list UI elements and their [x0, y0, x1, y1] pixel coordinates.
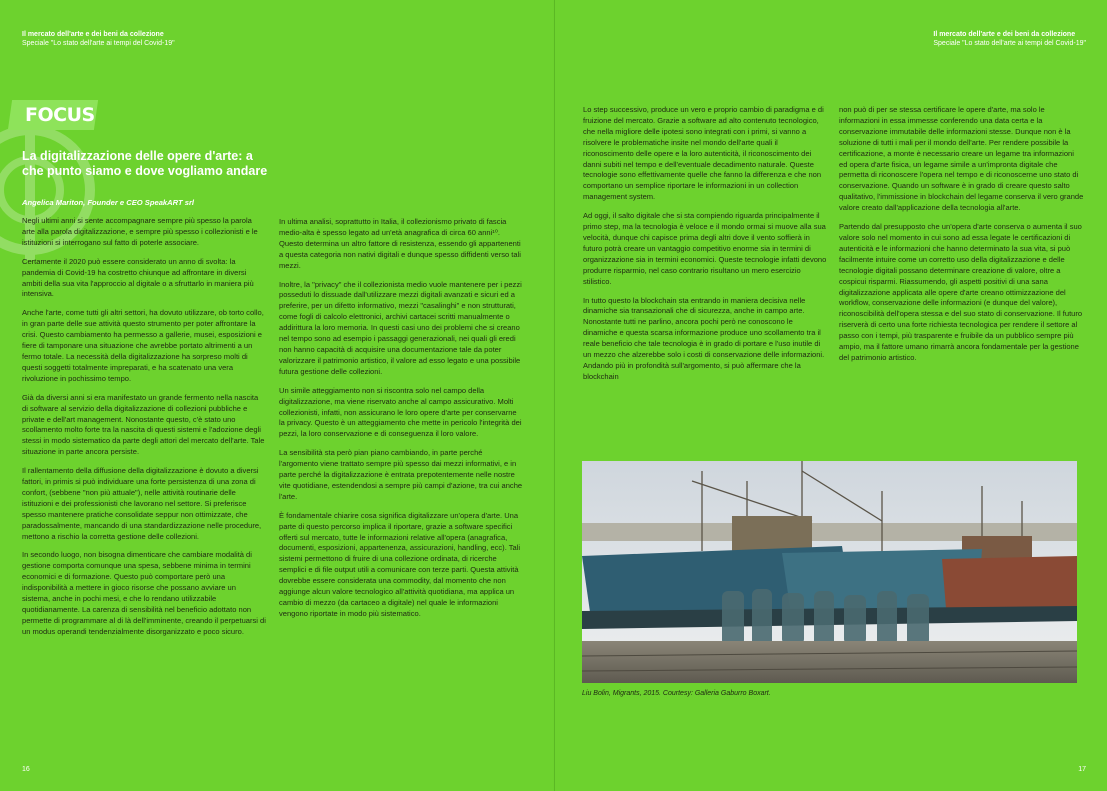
- column-2: [279, 217, 523, 628]
- column-3: [583, 105, 827, 391]
- paragraph: Un simile atteggiamento non si riscontra solo nel campo della digitalizzazione, ma viene riservato anche al campo assicurativo. Molti collezionisti, infatti, non assicurano le loro opere d'arte per conservarne la privacy. Questo è un atteggiamento che mette in pericolo l'integrità dei pezzi, la loro conservazione e di conseguenza il loro valore.: [279, 385, 522, 439]
- paragraph: È fondamentale chiarire cosa significa digitalizzare un'opera d'arte. Una parte di questo percorso implica il riportare, grazie a software specifici offerti sul mercato, tutte le informazioni relative all'opera (anagrafica, documenti, esposizioni, appartenenza, assicurazioni, handling, ecc). Tali sistemi permettono di fruire di una collezione ordinata, di ricerche semplici e di file output utili a comunicare con terze parti. Questa attività dovrebbe essere considerata una commodity, dal momento che non aggiunge alcun valore tecnologico all'attività quotidiana, ma applica un cambio di mezzo (da cartaceo a digitale) nel quale le informazioni vengono riportate in modo più sistematico.: [279, 510, 521, 618]
- running-header-left: [22, 30, 175, 48]
- section-label: FOCUS: [25, 104, 95, 126]
- paragraph: Lo step successivo, produce un vero e proprio cambio di paradigma e di fruizione del mercato. Grazie a software ad alto contenuto tecnologico, che nella migliore delle ipotesi sono integrati con i primi, si vanno a risolvere le problematiche insite nel mondo dell'arte quali il riconoscimento delle opere e la loro autenticità, il riconoscimento dei danni subiti nel tempo e dell'eventuale decadimento naturale. Queste tecnologie sono effettivamente quelle che fanno la differenza e che non comportano un semplice riportare le informazioni in un collection management system.: [583, 105, 824, 202]
- paragraph: non può di per se stessa certificare le opere d'arte, ma solo le informazioni in essa immesse conferendo una data certa e la conservazione immutabile delle informazioni stesse. Dunque non è la soluzione di tutti i mali per il mondo dell'arte. Per rendere possibile la certificazione, a monte è necessario creare un legame tra informazioni ed opera d'arte fisica, un legame simile a un'impronta digitale che permetta di riconoscere l'opera nel tempo e di riconoscerne uno stato di conservazione. Quando un software è in grado di creare questo salto qualitativo, l'immissione in blockchain del legame conserva il vero grande valore creato dall'applicazione della tecnologia all'arte.: [839, 105, 1084, 213]
- page-number-right: 17: [1078, 766, 1086, 773]
- running-header-title: Il mercato dell'arte e dei beni da collezione: [933, 31, 1076, 38]
- running-header-title: Il mercato dell'arte e dei beni da collezione: [22, 31, 164, 38]
- paragraph: In secondo luogo, non bisogna dimenticare che cambiare modalità di gestione comporta comunque una spesa, sebbene minima in termini economici e di formazione. Questo può comportare però una indisponibilità a mettere in gioco risorse che possano avviare un sistema, anche in pochi mesi, e che lo rendano utilizzabile quotidianamente. La carenza di sensibilità nel beneficio adottato non permette di programmare al di là dell'imminente, creando il perpetuarsi di un modus operandi tendenzialmente disorganizzato e poco sicuro.: [22, 550, 266, 636]
- photo-caption: Liu Bolin, Migrants, 2015. Courtesy: Galleria Gaburro Boxart.: [582, 690, 771, 697]
- artwork-photo: [582, 461, 1077, 683]
- paragraph: Certamente il 2020 può essere considerato un anno di svolta: la pandemia di Covid-19 ha costretto chiunque ad affrontare in diversi ambiti della sua vita l'approccio al digitale o a sfruttarlo in maniera più intensiva.: [22, 256, 254, 299]
- paragraph: Partendo dal presupposto che un'opera d'arte conserva o aumenta il suo valore solo nel momento in cui sono ad essa legate le certificazioni di autenticità e le informazioni che hanno determinato la sua vita, si può facilmente intuire come un corretto uso della digitalizzazione e delle tecnologie digitali possano determinare creazione di valore, oltre a cospicui risparmi. Riassumendo, gli aspetti positivi di una sana digitalizzazione applicata alle opere d'arte creano ottimizzazione del workflow, conservazione delle informazioni (e dunque del valore), riconoscibilità dell'opera stessa e del suo stato di conservazione. Il futuro riserverà di certo una forte richiesta tecnologica per rendere il settore al passo con i tempi, più trasparente e fruibile da un pubblico sempre più ampio, ma il fattore umano rimarrà ancora fondamentale per la gestione del patrimonio artistico.: [839, 222, 1083, 362]
- column-4: [839, 105, 1084, 372]
- paragraph: Ad oggi, il salto digitale che si sta compiendo riguarda principalmente il primo step, ma la tecnologia è veloce e il mondo ormai si muove alla sua velocità, dunque chi capisce prima degli altri dove il vento soffierà in futuro potrà creare un vantaggio competitivo enorme sia in termini di organizzazione sia in termini economici. Queste tecnologie infatti devono produrre risparmio, nel caso contrario risultano un mero esercizio stilistico.: [583, 211, 827, 286]
- paragraph: Negli ultimi anni si sente accompagnare sempre più spesso la parola arte alla parola digitalizzazione, e sempre più spesso i collezionisti e le istituzioni si interrogano sul fatto di poterle associare.: [22, 216, 258, 247]
- article-title: La digitalizzazione delle opere d'arte: a che punto siamo e dove vogliamo andare: [22, 149, 268, 178]
- paragraph: In tutto questo la blockchain sta entrando in maniera decisiva nelle dinamiche sia transazionali che di sicurezza, anche in campo arte. Nonostante tutti ne parlino, ancora pochi però ne conoscono le dinamiche e questa scarsa informazione produce uno scollamento tra il reale beneficio che tale tecnologia è in grado di portare e l'uso inutile di un mezzo che alzerebbe solo i costi di conservazione delle informazioni. Andando più in profondità sull'argomento, si può affermare che la blockchain: [583, 295, 825, 381]
- article-author: Angelica Mariton, Founder e CEO SpeakART srl: [22, 198, 195, 207]
- running-header-subtitle: Speciale "Lo stato dell'arte ai tempi del Covid-19": [933, 40, 1086, 47]
- paragraph: Il rallentamento della diffusione della digitalizzazione è dovuto a diversi fattori, in primis si può individuare una forte persistenza di una zona di confort, (sebbene "non più attuale"), nelle attività routinarie delle istituzioni e dei professionisti che lavorano nel settore. Si preferisce spesso mantenere pratiche consolidate seppur non ottimizzate, che paradossalmente, mancando di una standardizzazione nelle procedure, mettono a rischio la corretta gestione delle collezioni.: [22, 466, 262, 541]
- paragraph: In ultima analisi, soprattutto in Italia, il collezionismo privato di fascia medio-alta è spesso legato ad un'età anagrafica di circa 60 anni¹⁰. Questo determina un altro fattore di resistenza, essendo gli appartenenti a questa categoria non nativi digitali e dunque spesso diffidenti verso tali mezzi.: [279, 217, 521, 270]
- running-header-subtitle: Speciale "Lo stato dell'arte ai tempi del Covid-19": [22, 40, 175, 47]
- paragraph: Già da diversi anni si era manifestato un grande fermento nella nascita di software al servizio della digitalizzazione di collezioni pubbliche e private e dell'art management. Nonostante questo, c'è stato uno scollamento molto forte tra la nascita di questi sistemi e l'adozione degli stessi in modo sistematico da parte degli attori del mercato dell'arte. Tale situazione in parte ancora persiste.: [22, 392, 265, 457]
- page-number-left: 16: [22, 766, 30, 773]
- paragraph: La sensibilità sta però pian piano cambiando, in parte perché l'argomento viene trattato sempre più spesso dai mezzi informativi, e in parte perché la digitalizzazione è entrata prepotentemente nelle nostre vite quotidiane, estendendosi a sempre più campi d'azione, tra cui anche l'arte.: [279, 448, 523, 501]
- left-page: [0, 0, 553, 791]
- paragraph: Anche l'arte, come tutti gli altri settori, ha dovuto utilizzare, ob torto collo, in gran parte delle sue attività questo strumento per poter affrontare la crisi. Questo cambiamento ha permesso a gallerie, musei, esposizioni e fiere di tamponare una situazione che avrebbe portato altrimenti a un fermo totale. La necessità della digitalizzazione ha sorpreso molti di questi soggetti totalmente impreparati, e ha scatenato una vera rivoluzione in pochissimo tempo.: [22, 308, 264, 383]
- right-page: [554, 0, 1107, 791]
- paragraph: Inoltre, la "privacy" che il collezionista medio vuole mantenere per i pezzi posseduti lo dissuade dall'utilizzare mezzi digitali avanzati e sicuri ed a preferire, per un difetto informativo, mezzi "casalinghi" e non strutturati, come fogli di calcolo elettronici, archivi cartacei scritti manualmente o addirittura la loro memoria. In questi casi uno dei problemi che si creano nel tempo sono ad esempio i passaggi generazionali, nei quali gli eredi non hanno capacità di acquisire una documentazione tale da poter valorizzare il patrimonio artistico, il valore ad esso legato e una possibile futura gestione delle collezioni.: [279, 279, 522, 376]
- column-1: [22, 216, 266, 646]
- running-header-right: [933, 30, 1086, 48]
